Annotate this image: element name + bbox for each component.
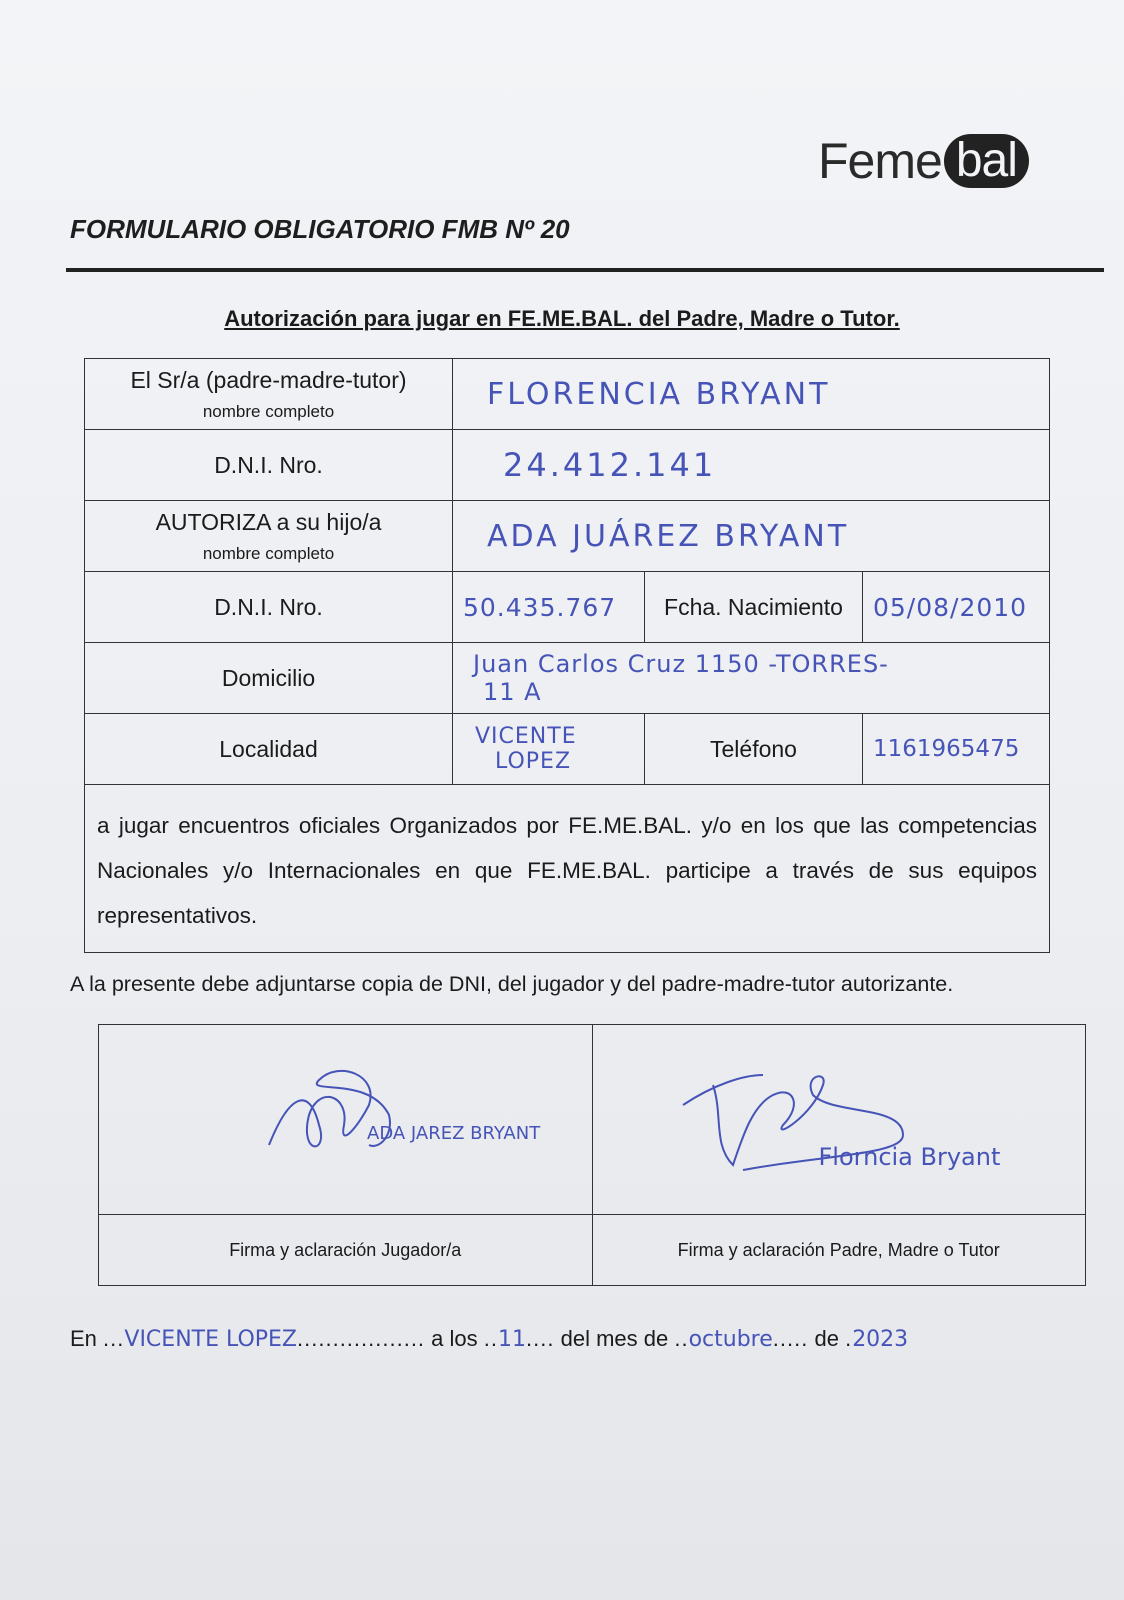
date-de-label: de <box>814 1326 839 1351</box>
address-row <box>85 643 1049 714</box>
phone-label: Teléfono <box>645 714 863 784</box>
date-place-line <box>70 1326 908 1352</box>
city-label-cell <box>85 714 453 784</box>
address-label-cell <box>85 643 453 713</box>
guardian-dni-value[interactable]: 24.412.141 <box>503 446 717 484</box>
address-value-cell[interactable] <box>453 643 1049 713</box>
child-label: AUTORIZA a su hijo/a <box>155 508 382 535</box>
form-subtitle: Autorización para jugar en FE.ME.BAL. del Padre, Madre o Tutor. <box>224 306 900 331</box>
guardian-signature-column <box>593 1025 1086 1285</box>
child-label-cell <box>85 501 453 571</box>
player-signature-caption: Firma y aclaración Jugador/a <box>229 1239 462 1260</box>
city-line-1: VICENTE <box>475 724 577 749</box>
signature-box <box>98 1024 1086 1286</box>
guardian-sub-label: nombre completo <box>202 401 335 421</box>
date-day-value[interactable]: 11 <box>498 1327 527 1352</box>
guardian-signature-name: Florncia Bryant <box>818 1143 1001 1171</box>
player-signature-column <box>99 1025 593 1285</box>
child-dni-label-cell <box>85 572 453 642</box>
attachment-note: A la presente debe adjuntarse copia de DNI, del jugador y del padre-madre-tutor autorizante. <box>70 972 954 996</box>
date-place-value[interactable]: VICENTE LOPEZ <box>124 1327 298 1352</box>
player-signature-scribble <box>259 1055 559 1175</box>
guardian-signature-caption: Firma y aclaración Padre, Madre o Tutor <box>677 1239 1000 1260</box>
guardian-dni-label <box>85 430 453 500</box>
guardian-dni-row <box>85 430 1049 501</box>
guardian-name-value[interactable]: FLORENCIA BRYANT <box>487 376 831 412</box>
logo-pill: bal <box>944 134 1029 188</box>
address-line-1: Juan Carlos Cruz 1150 -TORRES- <box>473 650 889 678</box>
phone-value[interactable]: 1161965475 <box>873 736 1020 762</box>
city-line-2: LOPEZ <box>495 749 572 774</box>
child-name-row <box>85 501 1049 572</box>
address-label: Domicilio <box>221 664 316 691</box>
city-value-cell[interactable] <box>453 714 645 784</box>
child-dni-row <box>85 572 1049 643</box>
date-a-los-label: a los <box>431 1326 478 1351</box>
place-dots-2: .................. <box>297 1326 426 1351</box>
day-dots-1: .. <box>483 1326 499 1351</box>
city-phone-row <box>85 714 1049 785</box>
month-dots-2: ..... <box>772 1326 809 1351</box>
authorization-paragraph: a jugar encuentros oficiales Organizados por FE.ME.BAL. y/o en los que las competencias Nacionales y/o Internacionales en que FE.ME.BAL. participe a través de sus equipos representativos. <box>85 785 1049 953</box>
player-signature-area[interactable] <box>99 1025 592 1215</box>
city-label: Localidad <box>219 735 318 762</box>
guardian-label: El Sr/a (padre-madre-tutor) <box>130 366 407 393</box>
guardian-name-row <box>85 359 1049 430</box>
guardian-label-cell <box>85 359 453 429</box>
date-month-value[interactable]: octubre <box>688 1327 773 1352</box>
address-line-2: 11 A <box>483 678 542 706</box>
birth-date-value[interactable]: 05/08/2010 <box>873 592 1028 622</box>
child-dni-value[interactable]: 50.435.767 <box>453 572 645 642</box>
child-sub-label: nombre completo <box>202 543 335 563</box>
player-signature-name: ADA JAREZ BRYANT <box>367 1123 541 1144</box>
year-dots: . <box>845 1326 853 1351</box>
birth-date-label: Fcha. Nacimiento <box>645 572 863 642</box>
dni-label: D.N.I. Nro. <box>214 451 323 478</box>
month-dots-1: .. <box>674 1326 689 1351</box>
header-divider <box>66 268 1104 272</box>
date-year-value[interactable]: 2023 <box>852 1327 909 1352</box>
child-name-value[interactable]: ADA JUÁREZ BRYANT <box>487 518 850 554</box>
authorization-table <box>84 358 1050 953</box>
date-en-label: En <box>70 1326 97 1351</box>
date-del-mes-label: del mes de <box>560 1326 669 1351</box>
logo-text: Feme <box>818 133 942 189</box>
femebal-logo <box>818 132 1029 190</box>
form-title: FORMULARIO OBLIGATORIO FMB Nº 20 <box>70 214 570 244</box>
child-dni-label: D.N.I. Nro. <box>214 593 323 620</box>
place-dots-1: ... <box>103 1326 125 1351</box>
guardian-signature-area[interactable] <box>593 1025 1086 1215</box>
day-dots-2: .... <box>526 1326 555 1351</box>
